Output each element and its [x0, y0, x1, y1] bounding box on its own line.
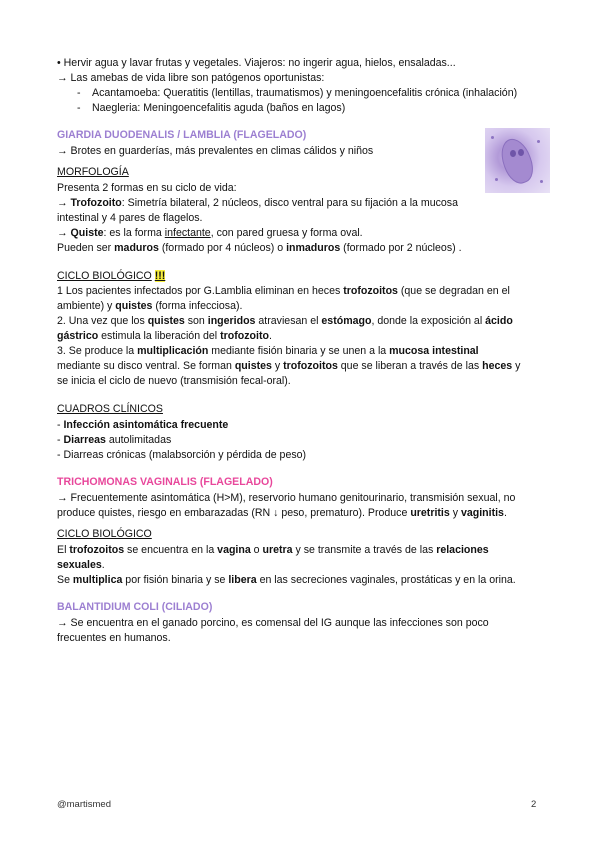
arrow: →: [57, 197, 71, 209]
dash: -: [57, 419, 64, 431]
text: ambiente) y: [57, 300, 116, 312]
text: Se: [57, 574, 73, 586]
tricho-ciclo-line-2: [57, 558, 105, 573]
stain-dot: [495, 178, 498, 181]
term: vagina: [217, 544, 251, 556]
term-quiste: Quiste: [70, 227, 104, 239]
tricho-ciclo-line-1: [57, 543, 489, 558]
term: Diarreas: [63, 434, 106, 446]
intro-bullet-2: Naegleria: Meningoencefalitis aguda (baños en lagos): [92, 102, 346, 114]
text: y: [449, 507, 461, 519]
tricho-ciclo-line-3: [57, 573, 516, 588]
text: y se transmite a través de las: [292, 544, 437, 556]
term: estómago: [321, 315, 372, 327]
text: por fisión binaria y se: [122, 574, 229, 586]
term: mucosa intestinal: [389, 345, 479, 357]
tricho-title: TRICHOMONAS VAGINALIS (FLAGELADO): [57, 476, 273, 488]
ciclo-3-line-2: [57, 359, 520, 374]
text: (formado por 2 núcleos) .: [340, 242, 462, 254]
morf-quiste-line: [57, 226, 363, 241]
text: produce quistes, riesgo en embarazadas (RN ↓ peso, prematuro). Produce: [57, 507, 411, 519]
term: heces: [482, 360, 513, 372]
text: autolimitadas: [105, 434, 172, 446]
text: atraviesan el: [255, 315, 322, 327]
morf-line-1: Presenta 2 formas en su ciclo de vida:: [57, 182, 237, 194]
cuadros-heading: CUADROS CLÍNICOS: [57, 403, 163, 415]
term: trofozoitos: [69, 544, 125, 556]
term: ingeridos: [207, 315, 256, 327]
ciclo-1-line-1: [57, 284, 510, 299]
term: quistes: [234, 360, 272, 372]
giardia-intro: → Brotes en guarderías, más prevalentes en climas cálidos y niños: [57, 145, 374, 157]
intro-line-1: • Hervir agua y lavar frutas y vegetales. Viajeros: no ingerir agua, hielos, ensaladas...: [57, 57, 456, 69]
text: .: [268, 330, 272, 342]
text: que se liberan a través de las: [337, 360, 483, 372]
text: en las secreciones vaginales, prostáticas y en la orina.: [256, 574, 516, 586]
text: , donde la exposición al: [371, 315, 486, 327]
tricho-ciclo-heading: CICLO BIOLÓGICO: [57, 528, 152, 540]
text: (formado por 4 núcleos) o: [158, 242, 287, 254]
text: .: [101, 559, 105, 571]
intro-line-2: → Las amebas de vida libre son patógenos oportunistas:: [57, 72, 325, 84]
text: Pueden ser: [57, 242, 115, 254]
balan-title: BALANTIDIUM COLI (CILIADO): [57, 601, 213, 613]
stain-dot: [540, 180, 543, 183]
term: trofozoitos: [283, 360, 338, 372]
morfologia-heading: MORFOLOGÍA: [57, 166, 129, 178]
term: sexuales: [57, 559, 102, 571]
giardia-title: GIARDIA DUODENALIS / LAMBLIA (FLAGELADO): [57, 129, 307, 141]
cuadro-3: - Diarreas crónicas (malabsorción y pérdida de peso): [57, 449, 307, 461]
highlight-mark: !!!: [154, 270, 166, 282]
text: : Simetría bilateral, 2 núcleos, disco ventral para su fijación a la mucosa: [121, 197, 458, 209]
nucleus-shape: [518, 149, 524, 156]
morf-trofozoito-line-2: intestinal y 4 pares de flagelos.: [57, 212, 203, 224]
ciclo-heading-giardia: [57, 269, 165, 284]
text: mediante fisión binaria y se unen a la: [208, 345, 390, 357]
text: 2. Una vez que los: [57, 315, 148, 327]
term-trofozoito: Trofozoito: [70, 197, 122, 209]
intro-bullet-dash-1: -: [77, 87, 81, 99]
ciclo-3-line-3: se inicia el ciclo de nuevo (transmisión fecal-oral).: [57, 375, 291, 387]
text: y: [512, 360, 521, 372]
text: o: [250, 544, 263, 556]
term-maduros: maduros: [114, 242, 159, 254]
page-number: 2: [531, 799, 537, 810]
term: multiplica: [72, 574, 123, 586]
tricho-line-2: [57, 506, 507, 521]
footer-author: @martismed: [57, 799, 111, 810]
term: multiplicación: [137, 345, 209, 357]
nucleus-shape: [510, 150, 516, 157]
ciclo-2-line-2: [57, 329, 272, 344]
giardia-micrograph: [485, 128, 550, 193]
text: mediante su disco ventral. Se forman: [57, 360, 235, 372]
intro-bullet-1: Acantamoeba: Queratitis (lentillas, traumatismos) y meningoencefalitis crónica (inhalación): [92, 87, 518, 99]
text: son: [184, 315, 208, 327]
term: quistes: [115, 300, 153, 312]
term: uretritis: [410, 507, 450, 519]
text: y: [271, 360, 284, 372]
balan-line-1: → Se encuentra en el ganado porcino, es comensal del IG aunque las infecciones son poco: [57, 617, 489, 629]
ciclo-1-line-2: [57, 299, 242, 314]
term: Infección asintomática frecuente: [63, 419, 229, 431]
text: se encuentra en la: [124, 544, 218, 556]
ciclo-title: CICLO BIOLÓGICO: [57, 270, 152, 282]
term: trofozoito: [220, 330, 269, 342]
cuadro-1: [57, 418, 228, 433]
ciclo-2-line-1: [57, 314, 513, 329]
term: relaciones: [436, 544, 489, 556]
text: El: [57, 544, 70, 556]
ciclo-3-line-1: [57, 344, 479, 359]
term: gástrico: [57, 330, 99, 342]
text: 3. Se produce la: [57, 345, 138, 357]
text: 1 Los pacientes infectados por G.Lamblia eliminan en heces: [57, 285, 344, 297]
intro-bullet-dash-2: -: [77, 102, 81, 114]
text: , con pared gruesa y forma oval.: [210, 227, 363, 239]
dash: -: [57, 434, 64, 446]
morf-trofozoito-line: [57, 196, 458, 211]
arrow: →: [57, 227, 71, 239]
text: : es la forma: [103, 227, 165, 239]
stain-dot: [491, 136, 494, 139]
balan-line-2: frecuentes en humanos.: [57, 632, 171, 644]
term: uretra: [262, 544, 293, 556]
term: ácido: [485, 315, 513, 327]
term: trofozoitos: [343, 285, 398, 297]
term-inmaduros: inmaduros: [286, 242, 341, 254]
term: vaginitis: [460, 507, 504, 519]
morf-maduros-line: [57, 241, 462, 256]
text: (que se degradan en el: [397, 285, 510, 297]
cuadro-2: [57, 433, 171, 448]
term-infectante: infectante: [164, 227, 211, 239]
term: quistes: [147, 315, 185, 327]
stain-dot: [537, 140, 540, 143]
term: libera: [228, 574, 257, 586]
text: .: [503, 507, 507, 519]
trophozoite-shape: [496, 135, 538, 188]
tricho-line-1: → Frecuentemente asintomática (H>M), reservorio humano genitourinario, transmisión sexual, no: [57, 492, 516, 504]
text: estimula la liberación del: [98, 330, 221, 342]
text: (forma infecciosa).: [152, 300, 243, 312]
